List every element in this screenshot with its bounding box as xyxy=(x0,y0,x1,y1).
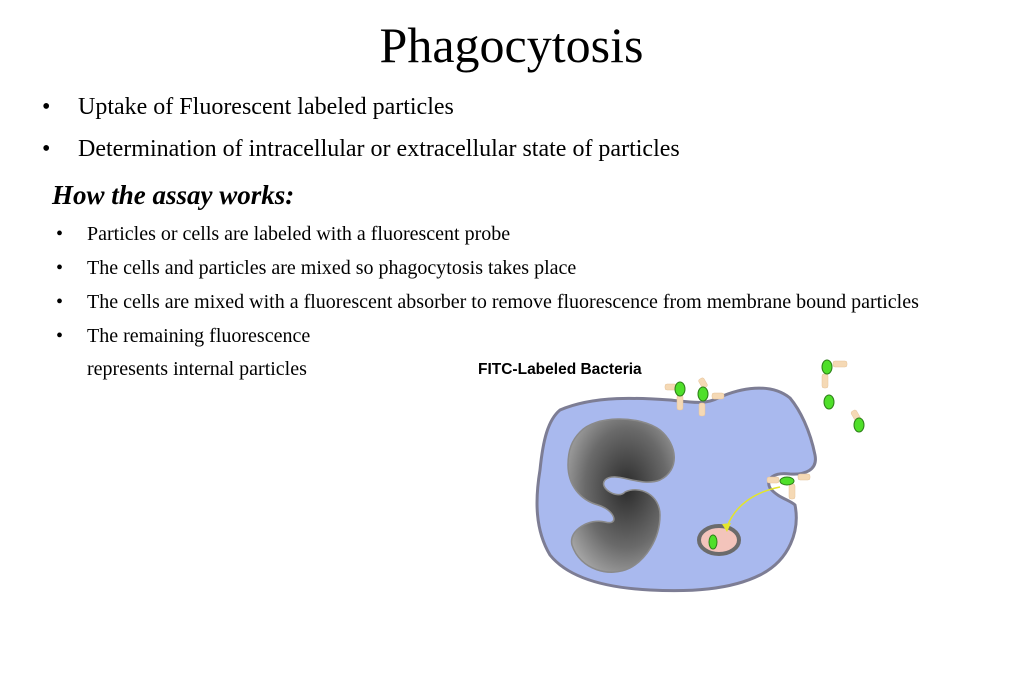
slide-title: Phagocytosis xyxy=(379,17,644,73)
main-bullet: • Determination of intracellular or extracellular state of particles xyxy=(42,134,680,164)
uptake-arrowhead xyxy=(722,523,731,532)
phagosome xyxy=(699,526,739,554)
bacterium xyxy=(854,418,864,432)
sub-bullet-continuation: represents internal particles xyxy=(87,358,307,380)
bacterium xyxy=(780,477,794,485)
receptor xyxy=(712,393,724,399)
bacterium xyxy=(824,395,834,409)
receptor xyxy=(850,409,861,422)
sub-bullet: • The remaining fluorescence xyxy=(56,322,956,350)
figure-label: FITC-Labeled Bacteria xyxy=(478,361,642,378)
uptake-arrow xyxy=(727,487,780,527)
receptor xyxy=(798,474,810,480)
receptor xyxy=(767,477,779,483)
sub-bullet: • The cells are mixed with a fluorescent absorber to remove fluorescence from membrane bound particles xyxy=(56,288,956,316)
section-heading: How the assay works: xyxy=(52,180,295,210)
sub-bullet: • The cells and particles are mixed so phagocytosis takes place xyxy=(56,254,956,282)
internal-bacterium xyxy=(709,535,717,549)
receptor xyxy=(699,403,705,416)
bacterium xyxy=(698,387,708,401)
sub-bullet: • Particles or cells are labeled with a fluorescent probe xyxy=(56,220,956,248)
receptor xyxy=(677,395,683,410)
main-bullet-list xyxy=(42,92,680,176)
cell-body xyxy=(537,388,815,591)
receptor xyxy=(789,484,795,499)
nucleus xyxy=(568,419,674,572)
main-bullet: • Uptake of Fluorescent labeled particles xyxy=(42,92,680,122)
